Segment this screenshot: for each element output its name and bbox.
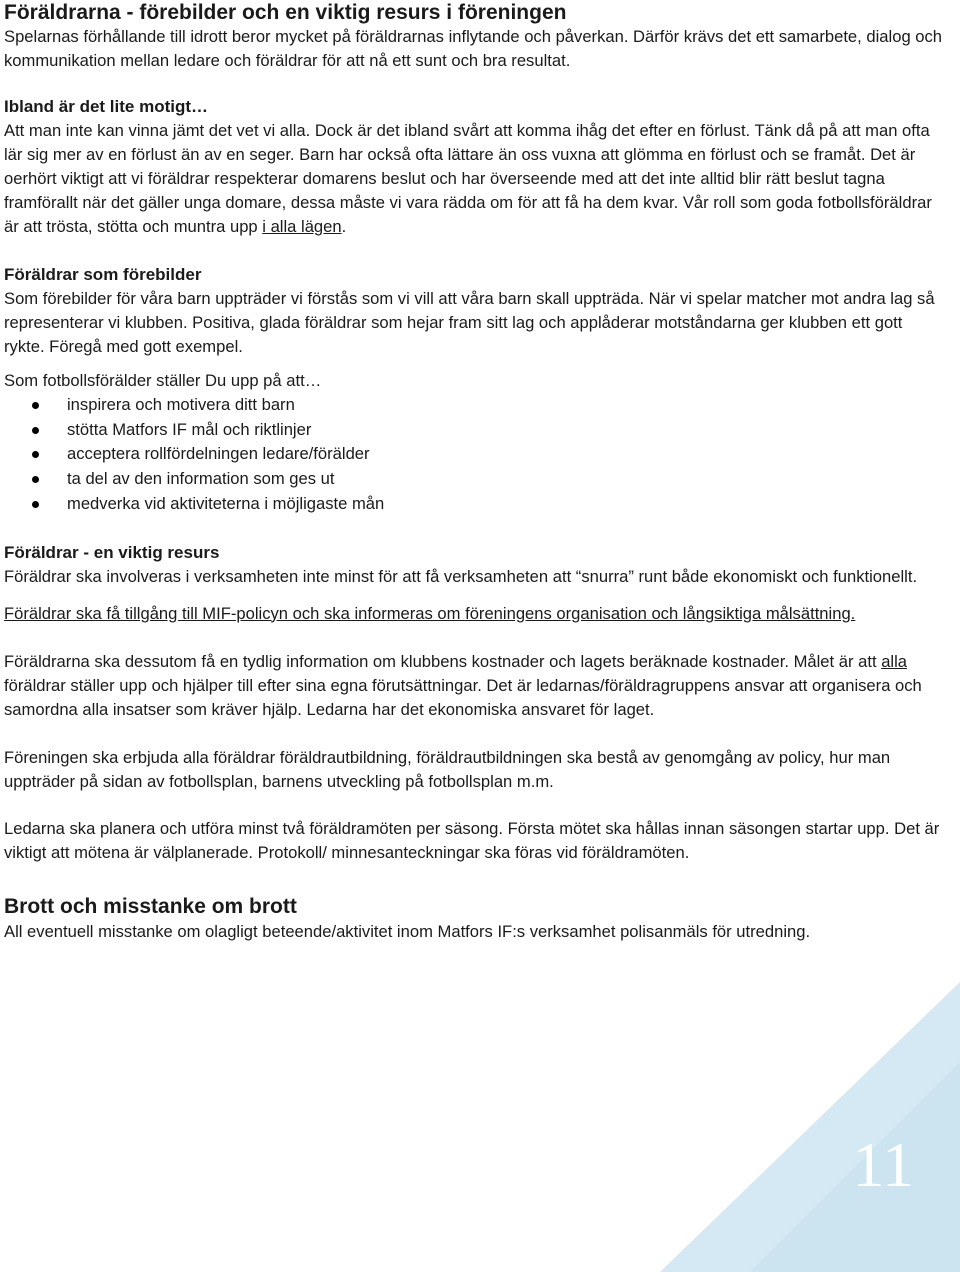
motigt-underlined: i alla lägen [262,217,342,236]
motigt-paragraph [4,119,944,239]
list-item: inspirera och motivera ditt barn [4,393,944,418]
list-item: medverka vid aktiviteterna i möjligaste mån [4,492,944,517]
bullet-icon [32,402,39,409]
parent-commitments-list [4,393,944,517]
education-paragraph: Föreningen ska erbjuda alla föräldrar föräldrautbildning, föräldrautbildningen ska bestå av genomgång av policy, hur man uppträder på sidan av fotbollsplan, barnens utveckling på fotbollsplan m.m. [4,747,891,791]
list-intro: Som fotbollsförälder ställer Du upp på att… [4,371,322,390]
intro-paragraph: Spelarnas förhållande till idrott beror mycket på föräldrarnas inflytande och påverkan. Därför krävs det ett samarbete, dialog och kommunikation mellan ledare och föräldrar för att nå ett sunt och bra resultat. [4,27,943,70]
brott-paragraph: All eventuell misstanke om olagligt beteende/aktivitet inom Matfors IF:s verksamhet polisanmäls för utredning. [4,921,811,941]
list-item: ta del av den information som ges ut [4,467,944,492]
policy-paragraph: Föräldrar ska få tillgång till MIF-policyn och ska informeras om föreningens organisation och långsiktiga målsättning. [4,603,856,623]
list-item: acceptera rollfördelningen ledare/förälder [4,442,944,467]
bullet-icon [32,451,39,458]
document-page [4,0,944,944]
forebilder-heading: Föräldrar som förebilder [4,265,202,284]
motigt-heading: Ibland är det lite motigt… [4,97,209,116]
page-corner-decoration [660,982,960,1272]
meetings-paragraph: Ledarna ska planera och utföra minst två föräldramöten per säsong. Första mötet ska hållas innan säsongen startar upp. Det är viktigt att mötena är välplanerade. Protokoll/ minnesanteckningar ska föras vid föräldramöten. [4,818,940,862]
forebilder-paragraph: Som förebilder för våra barn uppträder vi förstås som vi vill att våra barn skall uppträda. När vi spelar matcher mot andra lag så representerar vi klubben. Positiva, glada föräldrar som hejar fram sitt lag och applåderar motståndarna ger klubben ett gott rykte. Föregå med gott exempel. [4,289,935,356]
motigt-end: . [341,217,347,236]
bullet-icon [32,427,39,434]
bullet-icon [32,501,39,508]
resurs-paragraph: Föräldrar ska involveras i verksamheten inte minst för att få verksamheten att “snurra” runt både ekonomiskt och funktionellt. [4,566,918,586]
motigt-text: Att man inte kan vinna jämt det vet vi alla. Dock är det ibland svårt att komma ihåg det efter en förlust. Tänk då på att man ofta lär sig mer av en förlust än av en seger. Barn har också ofta lättare än oss vuxna att glömma en förlust och se framåt. Det är oerhört viktigt att vi föräldrar respekterar domarens beslut och har överseende med att det inte alltid blir rätt beslut tagna framförallt när det gäller unga domare, dessa måste vi vara rädda om för att få ha dem kvar. Vår roll som goda fotbollsföräldrar är att trösta, stötta och muntra upp [4,121,932,236]
page-heading: Föräldrarna - förebilder och en viktig resurs i föreningen [4,1,567,24]
bullet-icon [32,476,39,483]
list-item: stötta Matfors IF mål och riktlinjer [4,418,944,443]
page-number: 11 [852,1129,914,1200]
brott-heading: Brott och misstanke om brott [4,894,297,918]
costs-underlined: alla [881,651,908,671]
costs-paragraph: Föräldrarna ska dessutom få en tydlig information om klubbens kostnader och lagets beräknade kostnader. Målet är att alla föräldrar ställer upp och hjälper till efter sina egna förutsättningar. Det är ledarnas/föräldragruppens ansvar att organisera och samordna alla insatser som kräver hjälp. Ledarna har det ekonomiska ansvaret för laget. [4,651,922,719]
resurs-heading: Föräldrar - en viktig resurs [4,542,220,562]
